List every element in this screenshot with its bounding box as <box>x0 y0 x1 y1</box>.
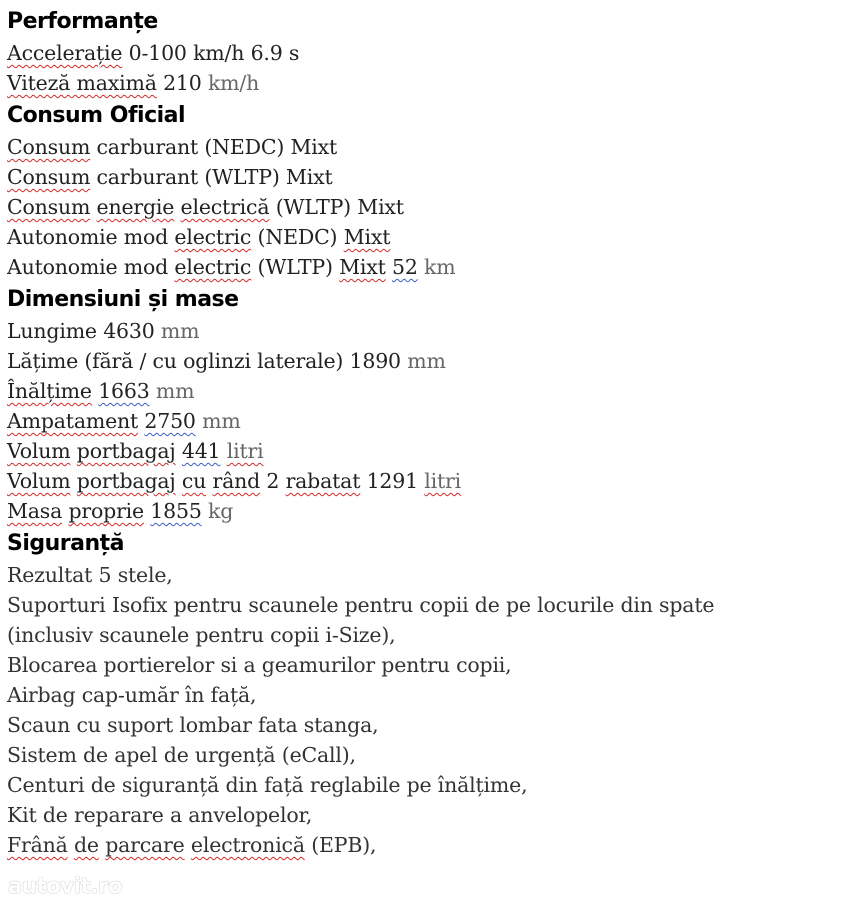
spec-text: 2 <box>266 469 280 493</box>
spec-label: Ampatament <box>7 409 139 433</box>
spec-word: Volum <box>7 439 71 463</box>
spec-word: Consum <box>7 165 91 189</box>
safety-item: Centuri de siguranță din față reglabile pe înălțime, <box>7 773 528 797</box>
spec-text: (WLTP) Mixt <box>275 195 404 219</box>
spec-label: Lățime (fără / cu oglinzi laterale) <box>7 349 344 373</box>
spec-unit: mm <box>202 409 241 433</box>
spec-word: Volum <box>7 469 71 493</box>
spec-label: Lungime <box>7 319 97 343</box>
spec-value: 52 <box>392 255 418 279</box>
spec-value: 4630 <box>103 319 155 343</box>
spec-text: (EPB), <box>311 833 377 857</box>
spec-label: Înălțime <box>7 379 92 403</box>
spec-value: 1291 <box>366 469 418 493</box>
spec-word: parcare <box>105 833 185 857</box>
safety-item: Sistem de apel de urgență (eCall), <box>7 743 356 767</box>
safety-item: Blocarea portierelor si a geamurilor pentru copii, <box>7 653 512 677</box>
spec-unit: litri <box>424 469 461 493</box>
spec-text: (NEDC) <box>257 225 338 249</box>
watermark-logo: autovit.ro <box>8 874 123 898</box>
spec-word: proprie <box>68 499 144 523</box>
spec-wheelbase <box>7 406 837 436</box>
spec-trunk <box>7 436 837 466</box>
spec-word: de <box>74 833 99 857</box>
spec-text: Autonomie mod <box>7 225 169 249</box>
spec-label: Accelerație <box>7 41 123 65</box>
spec-label: Viteză maximă <box>7 71 157 95</box>
spec-text: Autonomie mod <box>7 255 169 279</box>
spec-word: electronică <box>190 833 305 857</box>
safety-item: Kit de reparare a anvelopelor, <box>7 803 313 827</box>
spec-text: carburant (NEDC) Mixt <box>96 135 338 159</box>
spec-range-nedc <box>7 222 837 252</box>
spec-value: 0-100 km/h 6.9 s <box>128 41 300 65</box>
spec-text: (WLTP) <box>257 255 333 279</box>
spec-word: Consum <box>7 135 91 159</box>
spec-word: rabatat <box>285 469 361 493</box>
spec-unit: mm <box>160 319 200 343</box>
spec-trunk-folded <box>7 466 837 496</box>
spec-unit: km/h <box>207 71 260 95</box>
spec-word: Mixt <box>339 255 386 279</box>
spec-word: cu <box>181 469 207 493</box>
safety-item: Airbag cap-umăr în față, <box>7 683 257 707</box>
spec-text: carburant (WLTP) Mixt <box>96 165 333 189</box>
spec-length <box>7 316 837 346</box>
spec-word: electric <box>174 255 252 279</box>
spec-value: 2750 <box>144 409 196 433</box>
section-title-consumption: Consum Oficial <box>7 103 186 128</box>
safety-item: Suporturi Isofix pentru scaunele pentru copii de pe locurile din spate <box>7 593 715 617</box>
spec-top-speed <box>7 68 837 98</box>
spec-unit: litri <box>226 439 264 463</box>
spec-word: portbagaj <box>76 439 176 463</box>
section-title-dimensions: Dimensiuni și mase <box>7 287 239 312</box>
spec-unit: kg <box>208 499 234 523</box>
spec-word: energie <box>96 195 175 219</box>
spec-value: 441 <box>181 439 221 463</box>
spec-word: Mixt <box>343 225 391 249</box>
spec-value: 210 <box>163 71 202 95</box>
spec-width <box>7 346 837 376</box>
safety-section <box>7 528 837 860</box>
spec-unit: km <box>424 255 456 279</box>
spec-unit: mm <box>155 379 195 403</box>
spec-energy-wltp <box>7 192 837 222</box>
spec-value: 1890 <box>349 349 401 373</box>
section-title-safety: Siguranță <box>7 531 125 556</box>
spec-word: portbagaj <box>76 469 176 493</box>
spec-word: electric <box>174 225 252 249</box>
spec-fuel-nedc <box>7 132 837 162</box>
safety-item: Scaun cu suport lombar fata stanga, <box>7 713 379 737</box>
spec-word: Masa <box>7 499 63 523</box>
safety-item-last <box>7 830 837 860</box>
spec-document <box>7 4 837 860</box>
spec-value: 1663 <box>98 379 150 403</box>
spec-word: Frână <box>7 833 68 857</box>
spec-height <box>7 376 837 406</box>
safety-rating: Rezultat 5 stele, <box>7 563 173 587</box>
section-title-performance: Performanțe <box>7 9 158 34</box>
spec-range-wltp <box>7 252 837 282</box>
safety-item: (inclusiv scaunele pentru copii i-Size), <box>7 623 396 647</box>
spec-acceleration <box>7 38 837 68</box>
spec-weight <box>7 496 837 526</box>
spec-word: rând <box>212 469 261 493</box>
spec-word: electrică <box>180 195 270 219</box>
spec-fuel-wltp <box>7 162 837 192</box>
spec-word: Consum <box>7 195 91 219</box>
spec-value: 1855 <box>150 499 202 523</box>
spec-unit: mm <box>407 349 446 373</box>
